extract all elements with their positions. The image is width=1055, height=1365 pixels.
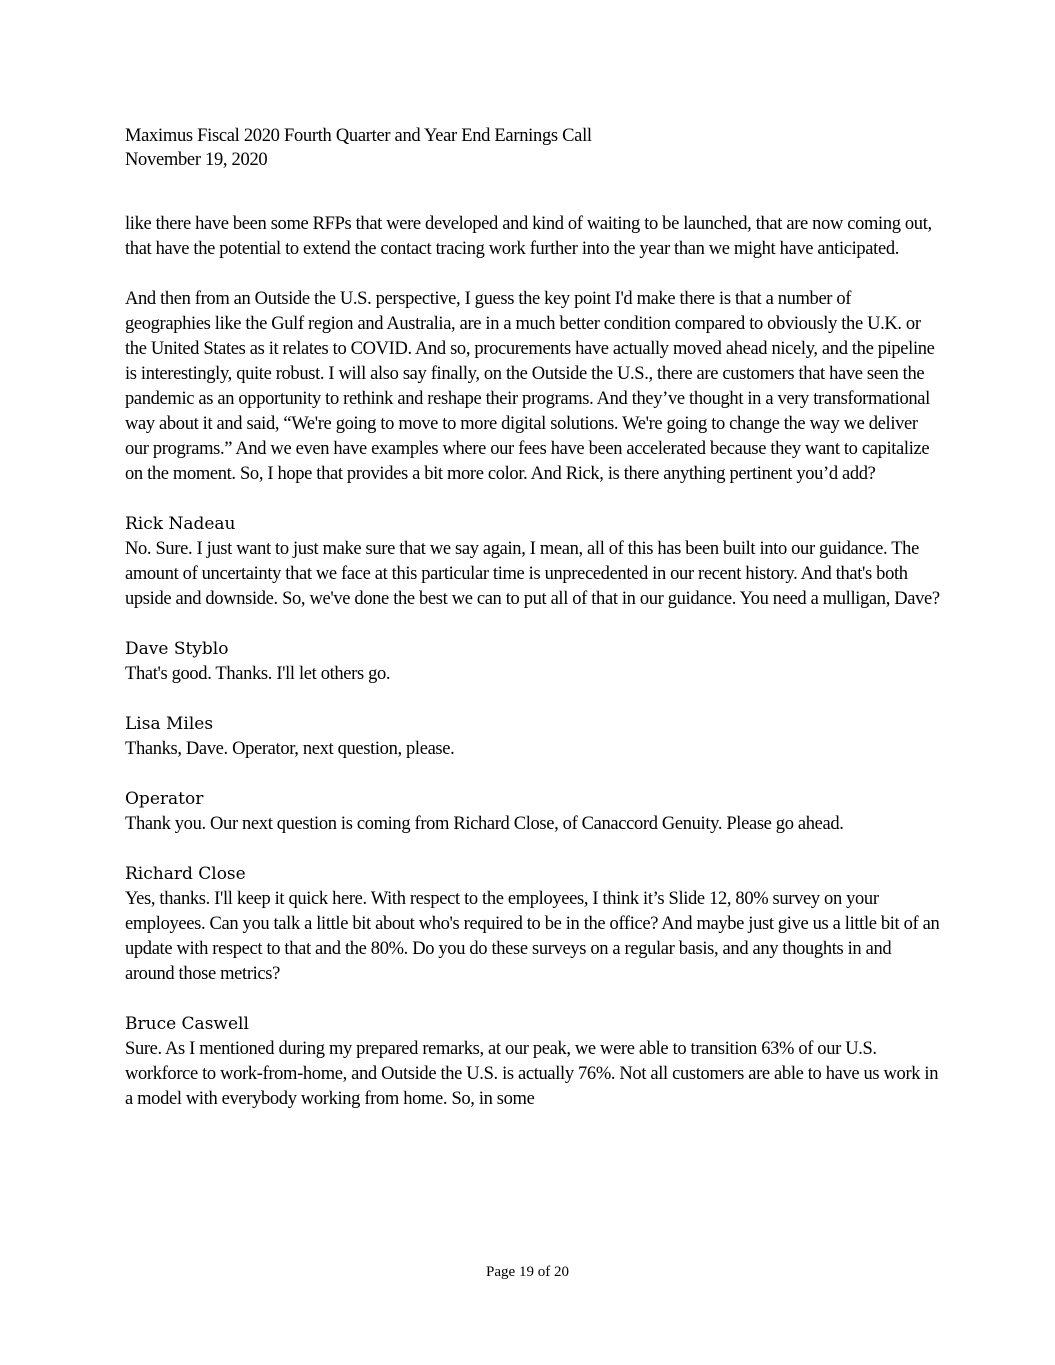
speaker-name: Dave Styblo: [125, 639, 229, 659]
speaker-turn: [125, 1012, 940, 1112]
speaker-turn: [125, 712, 940, 762]
transcript-body: [125, 212, 940, 1137]
speaker-name: Lisa Miles: [125, 714, 214, 734]
speaker-name: Rick Nadeau: [125, 514, 236, 534]
document-title: Maximus Fiscal 2020 Fourth Quarter and Year End Earnings Call: [125, 126, 592, 146]
speaker-remarks: Yes, thanks. I'll keep it quick here. With respect to the employees, I think it’s Slide 12, 80% survey on your employees. Can you talk a little bit about who's required to be in the office? And maybe just give us a little bit of an update with respect to that and the 80%. Do you do these surveys on a regular basis, and any thoughts in and around those metrics?: [125, 889, 940, 984]
transcript-paragraph: like there have been some RFPs that were developed and kind of waiting to be launched, that are now coming out, that have the potential to extend the contact tracing work further into the year than we might have anticipated.: [125, 214, 932, 259]
speaker-turn: [125, 512, 940, 612]
speaker-name: Richard Close: [125, 864, 246, 884]
speaker-remarks: That's good. Thanks. I'll let others go.: [125, 664, 391, 684]
speaker-turn: [125, 787, 940, 837]
speaker-name: Operator: [125, 789, 204, 809]
speaker-name: Bruce Caswell: [125, 1014, 249, 1034]
speaker-turn: [125, 862, 940, 987]
speaker-remarks: Thank you. Our next question is coming from Richard Close, of Canaccord Genuity. Please go ahead.: [125, 814, 844, 834]
speaker-remarks: Thanks, Dave. Operator, next question, please.: [125, 739, 455, 759]
document-header: [125, 124, 592, 172]
speaker-remarks: Sure. As I mentioned during my prepared remarks, at our peak, we were able to transition 63% of our U.S. workforce to work-from-home, and Outside the U.S. is actually 76%. Not all customers are able to have us work in a model with everybody working from home. So, in some: [125, 1039, 939, 1109]
document-date: November 19, 2020: [125, 150, 268, 170]
speaker-remarks: No. Sure. I just want to just make sure that we say again, I mean, all of this has been built into our guidance. The amount of uncertainty that we face at this particular time is unprecedented in our recent history. And that's both upside and downside. So, we've done the best we can to put all of that in our guidance. You need a mulligan, Dave?: [125, 539, 940, 609]
page-number: Page 19 of 20: [486, 1264, 569, 1280]
speaker-turn: [125, 637, 940, 687]
transcript-paragraph: And then from an Outside the U.S. perspective, I guess the key point I'd make there is that a number of geographies like the Gulf region and Australia, are in a much better condition compared to obviously the U.K. or the United States as it relates to COVID. And so, procurements have actually moved ahead nicely, and the pipeline is interestingly, quite robust. I will also say finally, on the Outside the U.S., there are customers that have seen the pandemic as an opportunity to rethink and reshape their programs. And they’ve thought in a very transformational way about it and said, “We're going to move to more digital solutions. We're going to change the way we deliver our programs.” And we even have examples where our fees have been accelerated because they want to capitalize on the moment. So, I hope that provides a bit more color. And Rick, is there anything pertinent you’d add?: [125, 289, 935, 484]
